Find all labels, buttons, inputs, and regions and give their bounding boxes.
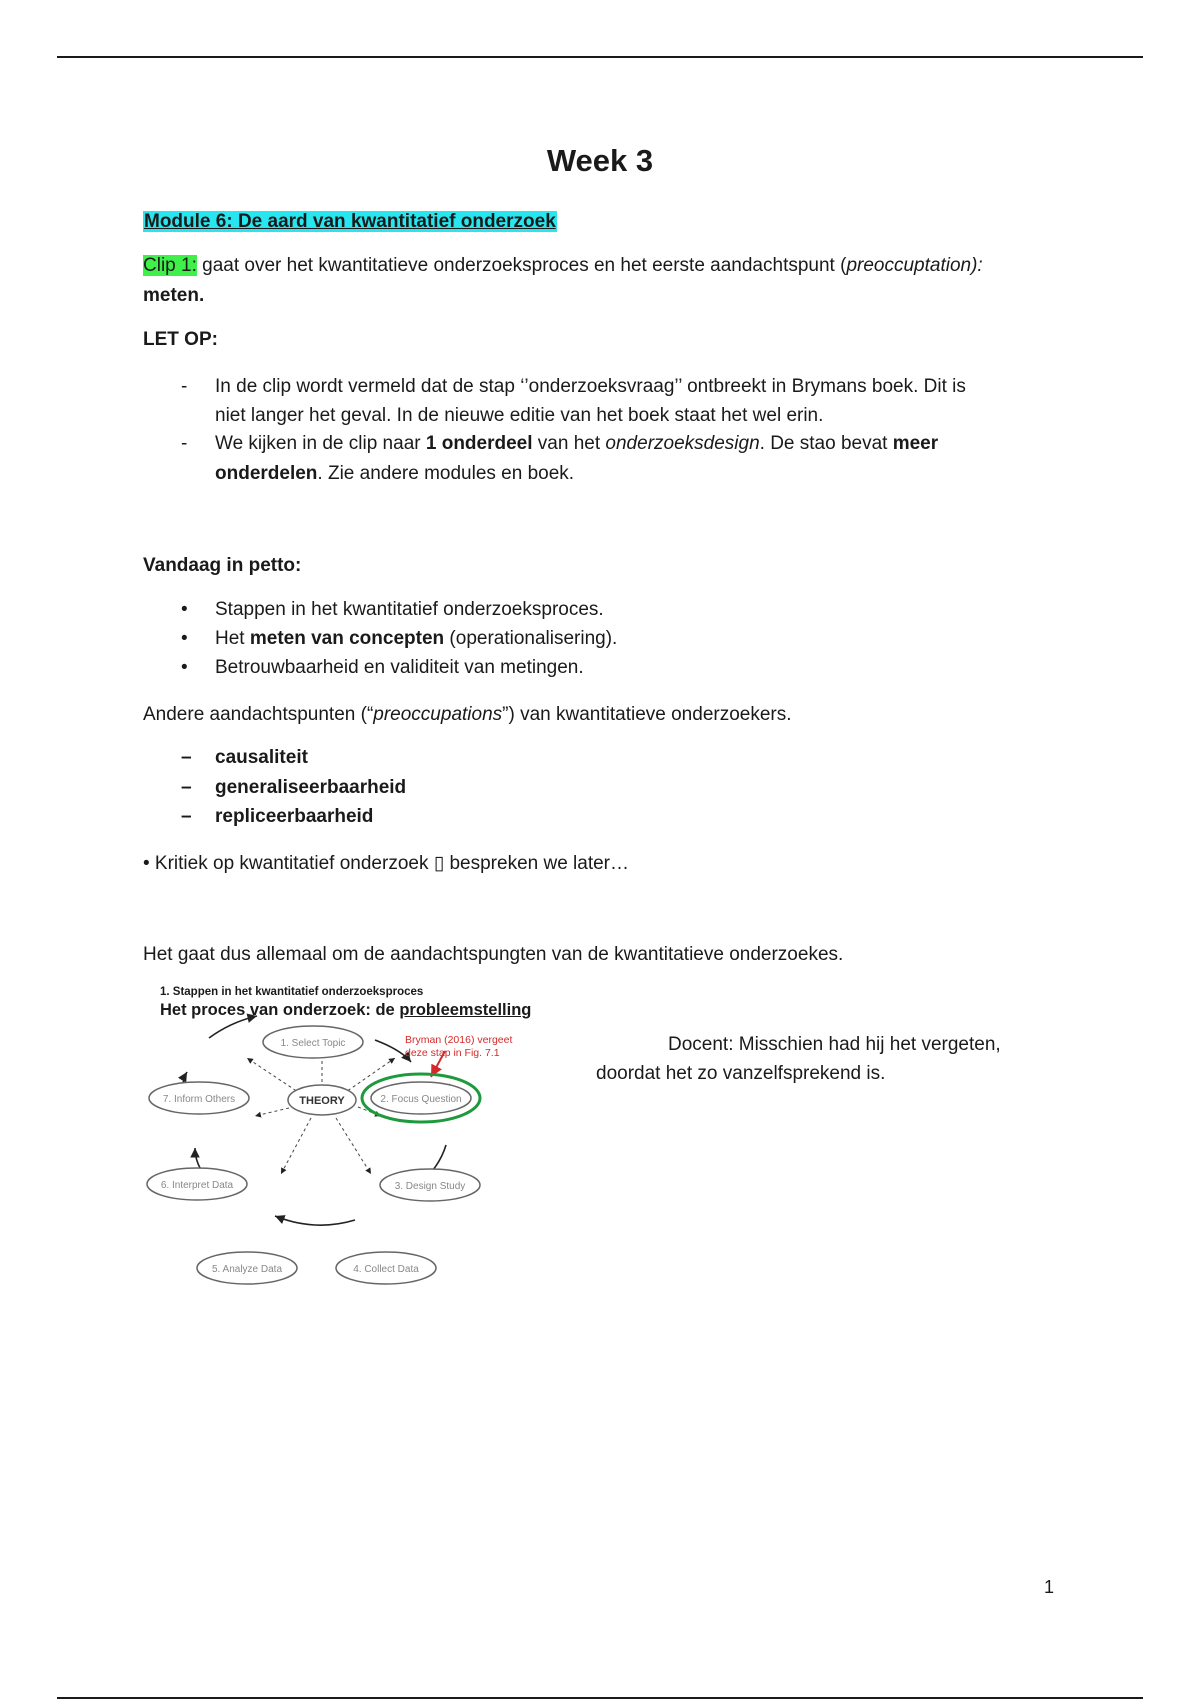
list-bullet: • xyxy=(181,657,188,678)
module-heading-text: Module 6: De aard van kwantitatief onderzoek xyxy=(144,211,556,232)
research-process-figure xyxy=(143,978,588,1334)
text-run-italic: preoccupations xyxy=(373,704,503,725)
list-bullet: • xyxy=(181,628,188,649)
let-op-item-2-line2 xyxy=(215,459,574,488)
node-label: 2. Focus Question xyxy=(380,1094,462,1105)
text-run-bold: meten van concepten xyxy=(249,628,445,649)
let-op-heading: LET OP: xyxy=(143,329,218,350)
footer-rule xyxy=(57,1697,1143,1699)
clip-text: gaat over het kwantitatieve onderzoeksproces en het eerste aandachtspunt ( xyxy=(196,255,847,276)
text-run-bold: 1 onderdeel xyxy=(425,433,533,454)
cycle-arrow xyxy=(209,1016,257,1038)
docent-note xyxy=(596,1030,1001,1088)
figure-heading-small: 1. Stappen in het kwantitatief onderzoeksproces xyxy=(160,986,424,998)
text-run: . Zie andere modules en boek. xyxy=(317,463,575,484)
spoke-line xyxy=(255,1108,289,1116)
docent-line-1: Docent: Misschien had hij het vergeten, xyxy=(668,1034,1001,1055)
list-dash: – xyxy=(181,777,192,798)
clip-line2: meten. xyxy=(143,285,205,306)
page-number: 1 xyxy=(1044,1577,1055,1597)
clip-italic: preoccuptation): xyxy=(846,255,983,276)
vandaag-item-2-text xyxy=(215,624,617,653)
header-rule xyxy=(57,56,1143,58)
spoke-line xyxy=(336,1118,371,1174)
node-label: 7. Inform Others xyxy=(162,1094,236,1105)
module-heading xyxy=(143,207,557,236)
list-dash: – xyxy=(181,806,192,827)
theory-label: THEORY xyxy=(299,1095,345,1107)
andere-item-1-text: causaliteit xyxy=(215,747,308,768)
node-label: 6. Interpret Data xyxy=(160,1180,234,1191)
andere-item-3-text: repliceerbaarheid xyxy=(215,806,374,827)
text-run: Andere aandachtspunten (“ xyxy=(143,704,374,725)
clip-paragraph xyxy=(143,251,983,280)
spoke-line xyxy=(247,1058,301,1094)
text-run: van het xyxy=(532,433,606,454)
node-label: 4. Collect Data xyxy=(353,1264,419,1275)
text-run: ”) van kwantitatieve onderzoekers. xyxy=(502,704,792,725)
list-dash: - xyxy=(181,376,188,397)
node-label: 3. Design Study xyxy=(394,1181,466,1192)
text-run-italic: onderzoeksdesign xyxy=(605,433,760,454)
kritiek-paragraph: • Kritiek op kwantitatief onderzoek ▯ bespreken we later… xyxy=(143,853,630,874)
vandaag-heading: Vandaag in petto: xyxy=(143,555,302,576)
conclusie-paragraph: Het gaat dus allemaal om de aandachtspungten van de kwantitatieve onderzoekes. xyxy=(143,944,844,965)
list-dash: – xyxy=(181,747,192,768)
text-run: (operationalisering). xyxy=(444,628,618,649)
node-label: 5. Analyze Data xyxy=(211,1264,283,1275)
annotation-line-1: Bryman (2016) vergeet xyxy=(405,1034,513,1046)
text-run: . De stao bevat xyxy=(759,433,893,454)
text-run-bold: meer xyxy=(892,433,939,454)
annotation-line-2: deze stap in Fig. 7.1 xyxy=(405,1047,500,1059)
vandaag-item-1-text: Stappen in het kwantitatief onderzoeksproces. xyxy=(215,599,604,620)
andere-paragraph xyxy=(143,700,792,729)
text-run-bold: onderdelen xyxy=(215,463,318,484)
vandaag-item-3-text: Betrouwbaarheid en validiteit van metingen. xyxy=(215,657,584,678)
clip-label: Clip 1: xyxy=(143,255,197,276)
cycle-arrow xyxy=(275,1216,355,1225)
docent-line-2: doordat het zo vanzelfsprekend is. xyxy=(596,1063,886,1084)
node-label: 1. Select Topic xyxy=(280,1038,346,1049)
andere-item-2-text: generaliseerbaarheid xyxy=(215,777,407,798)
list-bullet: • xyxy=(181,599,188,620)
let-op-item-2-line1 xyxy=(215,429,938,458)
text-run: Het proces van onderzoek: de xyxy=(160,1001,400,1019)
text-run-underlined: probleemstelling xyxy=(399,1001,532,1019)
page-title: Week 3 xyxy=(546,143,654,178)
list-dash: - xyxy=(181,433,188,454)
let-op-item-1-line1: In de clip wordt vermeld dat de stap ‘’onderzoeksvraag’’ ontbreekt in Brymans boek. Dit is xyxy=(215,376,966,397)
spoke-line xyxy=(281,1118,311,1174)
let-op-item-1-line2: niet langer het geval. In de nieuwe editie van het boek staat het wel erin. xyxy=(215,405,824,426)
text-run: We kijken in de clip naar xyxy=(215,433,426,454)
text-run: Het xyxy=(215,628,250,649)
cycle-diagram xyxy=(143,978,588,1334)
